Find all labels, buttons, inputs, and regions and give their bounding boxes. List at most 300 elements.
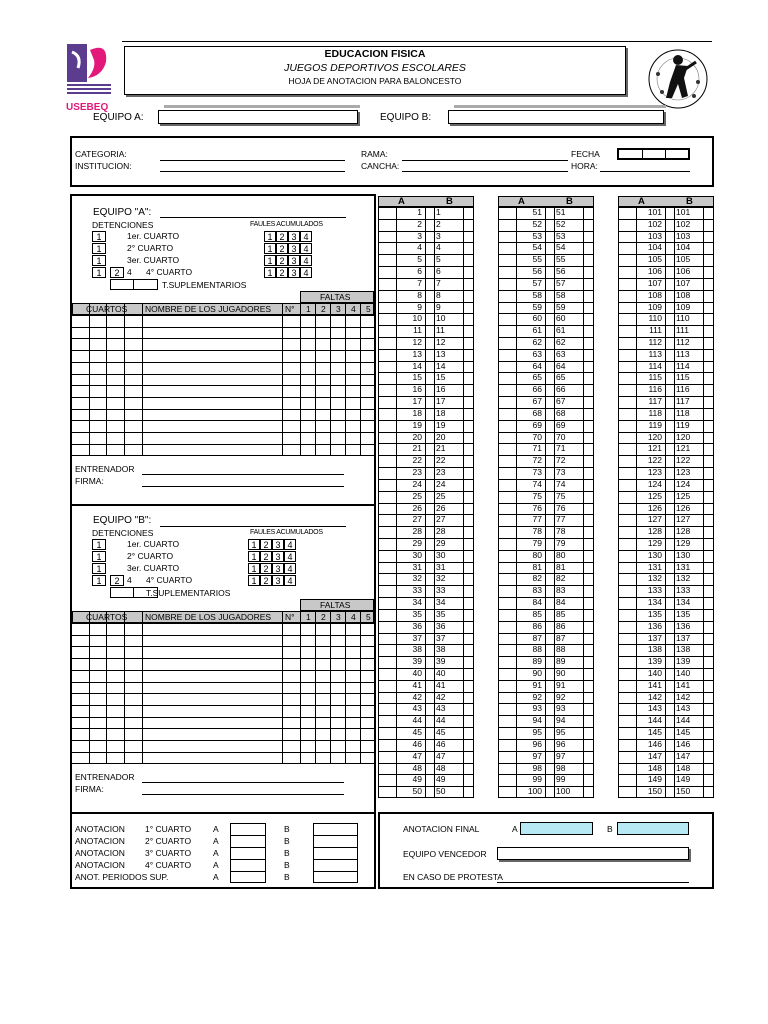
player-name-field[interactable] <box>143 729 281 739</box>
team-foul-box[interactable]: 3 <box>272 551 284 562</box>
score-number-b[interactable]: 28 <box>436 526 446 537</box>
score-number-b[interactable]: 104 <box>676 242 691 253</box>
score-number-b[interactable]: 124 <box>676 478 691 489</box>
score-number-b[interactable]: 88 <box>556 644 566 655</box>
team-foul-box[interactable]: 2 <box>260 551 272 562</box>
team-foul-box[interactable]: 3 <box>288 243 300 254</box>
score-number-b[interactable]: 40 <box>436 667 446 678</box>
score-number-b[interactable]: 129 <box>676 537 691 548</box>
score-number-a[interactable]: 14 <box>412 360 422 371</box>
score-number-b[interactable]: 85 <box>556 608 566 619</box>
score-number-b[interactable]: 126 <box>676 502 691 513</box>
score-number-a[interactable]: 129 <box>647 537 662 548</box>
score-number-a[interactable]: 31 <box>412 561 422 572</box>
score-number-a[interactable]: 93 <box>532 703 542 714</box>
player-name-field[interactable] <box>143 398 281 408</box>
score-number-a[interactable]: 111 <box>649 325 662 336</box>
score-number-a[interactable]: 49 <box>412 774 422 785</box>
score-number-a[interactable]: 128 <box>647 526 662 537</box>
timeout-box[interactable]: 1 <box>92 539 106 550</box>
score-number-b[interactable]: 67 <box>556 396 566 407</box>
score-number-b[interactable]: 60 <box>556 313 566 324</box>
score-number-b[interactable]: 44 <box>436 715 446 726</box>
score-number-b[interactable]: 78 <box>556 526 566 537</box>
score-number-b[interactable]: 72 <box>556 455 566 466</box>
score-number-a[interactable]: 52 <box>532 218 542 229</box>
player-name-field[interactable] <box>143 339 281 349</box>
score-number-a[interactable]: 137 <box>647 632 662 643</box>
score-number-a[interactable]: 29 <box>412 537 422 548</box>
score-number-b[interactable]: 11 <box>436 325 445 336</box>
score-number-a[interactable]: 51 <box>532 207 542 217</box>
score-number-b[interactable]: 97 <box>556 750 566 761</box>
score-number-b[interactable]: 12 <box>436 337 446 348</box>
team-foul-box[interactable]: 4 <box>300 255 312 266</box>
score-number-b[interactable]: 50 <box>436 786 446 797</box>
score-number-a[interactable]: 112 <box>648 337 662 348</box>
score-number-b[interactable]: 137 <box>676 632 691 643</box>
score-number-b[interactable]: 49 <box>436 774 446 785</box>
score-number-a[interactable]: 107 <box>647 277 662 288</box>
score-number-a[interactable]: 58 <box>532 289 542 300</box>
team-foul-box[interactable]: 4 <box>300 231 312 242</box>
score-number-a[interactable]: 15 <box>412 372 422 383</box>
score-number-b[interactable]: 116 <box>676 384 690 395</box>
score-number-b[interactable]: 108 <box>676 289 691 300</box>
team-foul-box[interactable]: 4 <box>284 563 296 574</box>
score-number-b[interactable]: 7 <box>436 277 441 288</box>
score-number-b[interactable]: 48 <box>436 762 446 773</box>
timeout-box[interactable]: 1 <box>92 575 106 586</box>
score-number-a[interactable]: 61 <box>532 325 542 336</box>
score-number-b[interactable]: 90 <box>556 667 566 678</box>
score-number-a[interactable]: 11 <box>413 325 422 336</box>
timeout-box[interactable]: 1 <box>92 563 106 574</box>
player-name-field[interactable] <box>143 683 281 693</box>
score-number-a[interactable]: 83 <box>532 585 542 596</box>
score-number-b[interactable]: 86 <box>556 620 566 631</box>
score-number-a[interactable]: 67 <box>532 396 542 407</box>
player-name-field[interactable] <box>143 316 281 326</box>
score-number-b[interactable]: 56 <box>556 266 566 277</box>
score-number-a[interactable]: 150 <box>647 786 662 797</box>
score-number-b[interactable]: 132 <box>676 573 691 584</box>
score-number-a[interactable]: 123 <box>647 467 662 478</box>
score-number-a[interactable]: 64 <box>532 360 542 371</box>
score-number-a[interactable]: 70 <box>532 431 542 442</box>
score-number-b[interactable]: 46 <box>436 738 446 749</box>
score-number-b[interactable]: 118 <box>676 407 690 418</box>
score-number-b[interactable]: 62 <box>556 337 566 348</box>
score-number-a[interactable]: 12 <box>412 337 422 348</box>
score-number-b[interactable]: 81 <box>556 561 566 572</box>
timeout-box[interactable]: 1 <box>92 551 106 562</box>
score-number-b[interactable]: 140 <box>676 667 691 678</box>
score-number-a[interactable]: 2 <box>417 218 422 229</box>
score-number-a[interactable]: 80 <box>532 549 542 560</box>
score-number-a[interactable]: 66 <box>532 384 542 395</box>
score-number-b[interactable]: 18 <box>436 407 446 418</box>
score-number-a[interactable]: 68 <box>532 407 542 418</box>
score-number-a[interactable]: 4 <box>417 242 422 253</box>
score-number-a[interactable]: 75 <box>532 490 542 501</box>
team-foul-box[interactable]: 3 <box>272 563 284 574</box>
score-number-a[interactable]: 38 <box>412 644 422 655</box>
score-number-a[interactable]: 53 <box>532 230 542 241</box>
score-number-a[interactable]: 104 <box>647 242 662 253</box>
score-number-b[interactable]: 79 <box>556 537 566 548</box>
score-number-b[interactable]: 34 <box>436 597 446 608</box>
score-number-a[interactable]: 47 <box>412 750 422 761</box>
score-number-a[interactable]: 62 <box>532 337 542 348</box>
score-number-b[interactable]: 125 <box>676 490 691 501</box>
score-number-b[interactable]: 74 <box>556 478 566 489</box>
score-number-a[interactable]: 100 <box>527 786 542 797</box>
team-foul-box[interactable]: 1 <box>264 267 276 278</box>
score-number-a[interactable]: 135 <box>647 608 662 619</box>
player-name-field[interactable] <box>143 636 281 646</box>
team-foul-box[interactable]: 3 <box>288 255 300 266</box>
score-number-a[interactable]: 3 <box>417 230 422 241</box>
score-number-b[interactable]: 30 <box>436 549 446 560</box>
score-number-b[interactable]: 52 <box>556 218 566 229</box>
score-number-a[interactable]: 40 <box>412 667 422 678</box>
timeout-box[interactable]: 2 <box>110 267 124 278</box>
team-foul-box[interactable]: 4 <box>284 539 296 550</box>
score-number-a[interactable]: 130 <box>647 549 662 560</box>
score-number-b[interactable]: 102 <box>676 218 691 229</box>
score-number-b[interactable]: 15 <box>436 372 446 383</box>
score-number-b[interactable]: 14 <box>436 360 446 371</box>
score-number-b[interactable]: 54 <box>556 242 566 253</box>
team-foul-box[interactable]: 2 <box>276 267 288 278</box>
player-name-field[interactable] <box>143 741 281 751</box>
fecha-input[interactable] <box>617 148 690 160</box>
score-number-a[interactable]: 124 <box>647 478 662 489</box>
score-number-b[interactable]: 71 <box>556 443 566 454</box>
final-score-b-input[interactable] <box>617 822 689 835</box>
team-foul-box[interactable]: 1 <box>248 563 260 574</box>
team-foul-box[interactable]: 2 <box>260 575 272 586</box>
score-number-a[interactable]: 13 <box>412 348 422 359</box>
score-number-b[interactable]: 122 <box>676 455 691 466</box>
score-number-b[interactable]: 73 <box>556 467 566 478</box>
score-number-b[interactable]: 3 <box>436 230 441 241</box>
score-number-a[interactable]: 19 <box>412 419 422 430</box>
score-number-b[interactable]: 91 <box>556 679 566 690</box>
team-b-input[interactable] <box>448 110 664 124</box>
score-number-a[interactable]: 91 <box>532 679 542 690</box>
score-number-a[interactable]: 125 <box>647 490 662 501</box>
score-number-b[interactable]: 99 <box>556 774 566 785</box>
score-number-a[interactable]: 34 <box>412 597 422 608</box>
score-number-a[interactable]: 45 <box>412 727 422 738</box>
timeout-box[interactable]: 1 <box>92 267 106 278</box>
score-number-a[interactable]: 99 <box>532 774 542 785</box>
score-number-b[interactable]: 25 <box>436 490 446 501</box>
score-number-b[interactable]: 103 <box>676 230 691 241</box>
score-number-a[interactable]: 55 <box>532 254 542 265</box>
score-number-b[interactable]: 96 <box>556 738 566 749</box>
score-number-b[interactable]: 55 <box>556 254 566 265</box>
team-foul-box[interactable]: 3 <box>272 575 284 586</box>
team-foul-box[interactable]: 1 <box>264 255 276 266</box>
player-name-field[interactable] <box>143 753 281 763</box>
score-number-a[interactable]: 94 <box>532 715 542 726</box>
score-number-b[interactable]: 17 <box>436 396 446 407</box>
score-number-a[interactable]: 122 <box>647 455 662 466</box>
score-number-a[interactable]: 121 <box>647 443 662 454</box>
score-number-b[interactable]: 134 <box>676 597 691 608</box>
score-number-b[interactable]: 117 <box>676 396 690 407</box>
score-number-a[interactable]: 36 <box>412 620 422 631</box>
score-number-b[interactable]: 13 <box>436 348 446 359</box>
score-number-b[interactable]: 68 <box>556 407 566 418</box>
score-a-column[interactable] <box>230 823 266 883</box>
score-number-a[interactable]: 131 <box>647 561 662 572</box>
score-number-b[interactable]: 38 <box>436 644 446 655</box>
score-number-b[interactable]: 147 <box>676 750 691 761</box>
score-number-b[interactable]: 123 <box>676 467 691 478</box>
score-number-b[interactable]: 57 <box>556 277 566 288</box>
player-name-field[interactable] <box>143 694 281 704</box>
score-number-b[interactable]: 145 <box>676 727 691 738</box>
score-number-b[interactable]: 6 <box>436 266 441 277</box>
score-number-a[interactable]: 6 <box>417 266 422 277</box>
score-number-a[interactable]: 136 <box>647 620 662 631</box>
score-number-b[interactable]: 53 <box>556 230 566 241</box>
score-number-a[interactable]: 8 <box>417 289 422 300</box>
team-foul-box[interactable]: 2 <box>260 563 272 574</box>
score-number-a[interactable]: 17 <box>412 396 422 407</box>
player-name-field[interactable] <box>143 410 281 420</box>
score-number-b[interactable]: 127 <box>676 514 691 525</box>
score-number-a[interactable]: 1 <box>417 207 422 217</box>
score-number-a[interactable]: 79 <box>532 537 542 548</box>
score-number-a[interactable]: 106 <box>647 266 662 277</box>
score-number-b[interactable]: 27 <box>436 514 446 525</box>
score-number-a[interactable]: 24 <box>412 478 422 489</box>
score-number-b[interactable]: 59 <box>556 301 566 312</box>
score-number-b[interactable]: 113 <box>676 348 690 359</box>
team-foul-box[interactable]: 1 <box>248 575 260 586</box>
score-number-a[interactable]: 82 <box>532 573 542 584</box>
score-number-b[interactable]: 41 <box>436 679 446 690</box>
score-number-a[interactable]: 87 <box>532 632 542 643</box>
score-number-a[interactable]: 21 <box>412 443 422 454</box>
score-number-a[interactable]: 42 <box>412 691 422 702</box>
score-number-a[interactable]: 98 <box>532 762 542 773</box>
score-number-b[interactable]: 21 <box>436 443 446 454</box>
score-number-b[interactable]: 58 <box>556 289 566 300</box>
score-number-a[interactable]: 102 <box>647 218 662 229</box>
score-number-a[interactable]: 120 <box>647 431 662 442</box>
player-name-field[interactable] <box>143 624 281 634</box>
score-number-b[interactable]: 61 <box>556 325 566 336</box>
score-number-b[interactable]: 150 <box>676 786 691 797</box>
score-number-a[interactable]: 92 <box>532 691 542 702</box>
score-number-b[interactable]: 120 <box>676 431 691 442</box>
score-number-b[interactable]: 69 <box>556 419 566 430</box>
score-b-column[interactable] <box>313 823 358 883</box>
score-number-b[interactable]: 119 <box>676 419 690 430</box>
team-foul-box[interactable]: 1 <box>264 231 276 242</box>
score-number-a[interactable]: 23 <box>412 467 422 478</box>
score-number-a[interactable]: 63 <box>532 348 542 359</box>
score-number-b[interactable]: 146 <box>676 738 691 749</box>
score-number-a[interactable]: 95 <box>532 727 542 738</box>
team-foul-box[interactable]: 4 <box>300 243 312 254</box>
score-number-b[interactable]: 5 <box>436 254 441 265</box>
score-number-a[interactable]: 142 <box>647 691 662 702</box>
score-number-a[interactable]: 84 <box>532 597 542 608</box>
team-foul-box[interactable]: 3 <box>288 231 300 242</box>
player-name-field[interactable] <box>143 375 281 385</box>
score-number-b[interactable]: 2 <box>436 218 441 229</box>
score-number-b[interactable]: 101 <box>676 207 691 217</box>
score-number-b[interactable]: 107 <box>676 277 691 288</box>
score-number-b[interactable]: 35 <box>436 608 446 619</box>
score-number-b[interactable]: 66 <box>556 384 566 395</box>
score-number-b[interactable]: 87 <box>556 632 566 643</box>
score-number-b[interactable]: 149 <box>676 774 691 785</box>
team-foul-box[interactable]: 4 <box>300 267 312 278</box>
winner-input[interactable] <box>497 847 689 860</box>
team-foul-box[interactable]: 3 <box>272 539 284 550</box>
score-number-a[interactable]: 133 <box>647 585 662 596</box>
score-number-b[interactable]: 138 <box>676 644 691 655</box>
score-number-b[interactable]: 130 <box>676 549 691 560</box>
score-number-b[interactable]: 143 <box>676 703 691 714</box>
score-number-a[interactable]: 74 <box>532 478 542 489</box>
score-number-b[interactable]: 111 <box>676 325 689 336</box>
score-number-a[interactable]: 134 <box>647 597 662 608</box>
score-number-a[interactable]: 39 <box>412 656 422 667</box>
score-number-a[interactable]: 46 <box>412 738 422 749</box>
timeout-box[interactable]: 1 <box>92 231 106 242</box>
score-number-b[interactable]: 110 <box>676 313 690 324</box>
score-number-a[interactable]: 85 <box>532 608 542 619</box>
player-name-field[interactable] <box>143 386 281 396</box>
score-number-a[interactable]: 78 <box>532 526 542 537</box>
score-number-a[interactable]: 119 <box>648 419 662 430</box>
score-number-b[interactable]: 80 <box>556 549 566 560</box>
score-number-b[interactable]: 121 <box>676 443 691 454</box>
score-number-b[interactable]: 63 <box>556 348 566 359</box>
player-name-field[interactable] <box>143 445 281 455</box>
score-number-a[interactable]: 146 <box>647 738 662 749</box>
score-number-b[interactable]: 136 <box>676 620 691 631</box>
team-a-input[interactable] <box>158 110 358 124</box>
score-number-a[interactable]: 56 <box>532 266 542 277</box>
score-number-a[interactable]: 65 <box>532 372 542 383</box>
score-number-b[interactable]: 144 <box>676 715 691 726</box>
team-foul-box[interactable]: 4 <box>284 551 296 562</box>
score-number-a[interactable]: 116 <box>648 384 662 395</box>
score-number-a[interactable]: 22 <box>412 455 422 466</box>
score-number-a[interactable]: 108 <box>647 289 662 300</box>
score-number-a[interactable]: 103 <box>647 230 662 241</box>
score-number-a[interactable]: 115 <box>648 372 662 383</box>
score-number-a[interactable]: 89 <box>532 656 542 667</box>
score-number-a[interactable]: 73 <box>532 467 542 478</box>
score-number-b[interactable]: 23 <box>436 467 446 478</box>
score-number-a[interactable]: 97 <box>532 750 542 761</box>
timeout-box[interactable]: 1 <box>92 255 106 266</box>
score-number-b[interactable]: 45 <box>436 727 446 738</box>
score-number-b[interactable]: 95 <box>556 727 566 738</box>
score-number-a[interactable]: 127 <box>647 514 662 525</box>
score-number-a[interactable]: 110 <box>648 313 662 324</box>
player-name-field[interactable] <box>143 718 281 728</box>
score-number-a[interactable]: 77 <box>532 514 542 525</box>
score-number-a[interactable]: 28 <box>412 526 422 537</box>
score-number-a[interactable]: 139 <box>647 656 662 667</box>
score-number-a[interactable]: 54 <box>532 242 542 253</box>
overtime-timeout-box[interactable] <box>110 279 158 290</box>
score-number-a[interactable]: 126 <box>647 502 662 513</box>
team-foul-box[interactable]: 2 <box>276 255 288 266</box>
score-number-a[interactable]: 71 <box>532 443 542 454</box>
score-number-a[interactable]: 32 <box>412 573 422 584</box>
score-number-b[interactable]: 84 <box>556 597 566 608</box>
score-number-b[interactable]: 89 <box>556 656 566 667</box>
player-name-field[interactable] <box>143 706 281 716</box>
score-number-b[interactable]: 47 <box>436 750 446 761</box>
score-number-a[interactable]: 9 <box>417 301 422 312</box>
score-number-a[interactable]: 90 <box>532 667 542 678</box>
score-number-b[interactable]: 32 <box>436 573 446 584</box>
team-foul-box[interactable]: 2 <box>260 539 272 550</box>
team-foul-box[interactable]: 3 <box>288 267 300 278</box>
team-foul-box[interactable]: 1 <box>248 551 260 562</box>
score-number-a[interactable]: 43 <box>412 703 422 714</box>
score-number-a[interactable]: 114 <box>648 360 662 371</box>
score-number-b[interactable]: 114 <box>676 360 690 371</box>
score-number-b[interactable]: 133 <box>676 585 691 596</box>
score-number-a[interactable]: 117 <box>648 396 662 407</box>
score-number-a[interactable]: 141 <box>647 679 662 690</box>
score-number-a[interactable]: 149 <box>647 774 662 785</box>
score-number-b[interactable]: 128 <box>676 526 691 537</box>
score-number-b[interactable]: 100 <box>556 786 571 797</box>
score-number-a[interactable]: 30 <box>412 549 422 560</box>
score-number-a[interactable]: 132 <box>647 573 662 584</box>
score-number-b[interactable]: 22 <box>436 455 446 466</box>
score-number-b[interactable]: 33 <box>436 585 446 596</box>
score-number-b[interactable]: 93 <box>556 703 566 714</box>
score-number-b[interactable]: 76 <box>556 502 566 513</box>
score-number-b[interactable]: 26 <box>436 502 446 513</box>
score-number-a[interactable]: 59 <box>532 301 542 312</box>
player-name-field[interactable] <box>143 433 281 443</box>
score-number-a[interactable]: 88 <box>532 644 542 655</box>
player-name-field[interactable] <box>143 363 281 373</box>
score-number-a[interactable]: 18 <box>412 407 422 418</box>
score-number-a[interactable]: 69 <box>532 419 542 430</box>
score-number-a[interactable]: 27 <box>412 514 422 525</box>
score-number-a[interactable]: 109 <box>647 301 662 312</box>
timeout-box[interactable]: 2 <box>110 575 124 586</box>
score-number-a[interactable]: 138 <box>647 644 662 655</box>
score-number-b[interactable]: 70 <box>556 431 566 442</box>
score-number-a[interactable]: 7 <box>417 277 422 288</box>
score-number-a[interactable]: 140 <box>647 667 662 678</box>
score-number-b[interactable]: 37 <box>436 632 446 643</box>
team-foul-box[interactable]: 2 <box>276 231 288 242</box>
score-number-b[interactable]: 29 <box>436 537 446 548</box>
score-number-b[interactable]: 31 <box>436 561 446 572</box>
